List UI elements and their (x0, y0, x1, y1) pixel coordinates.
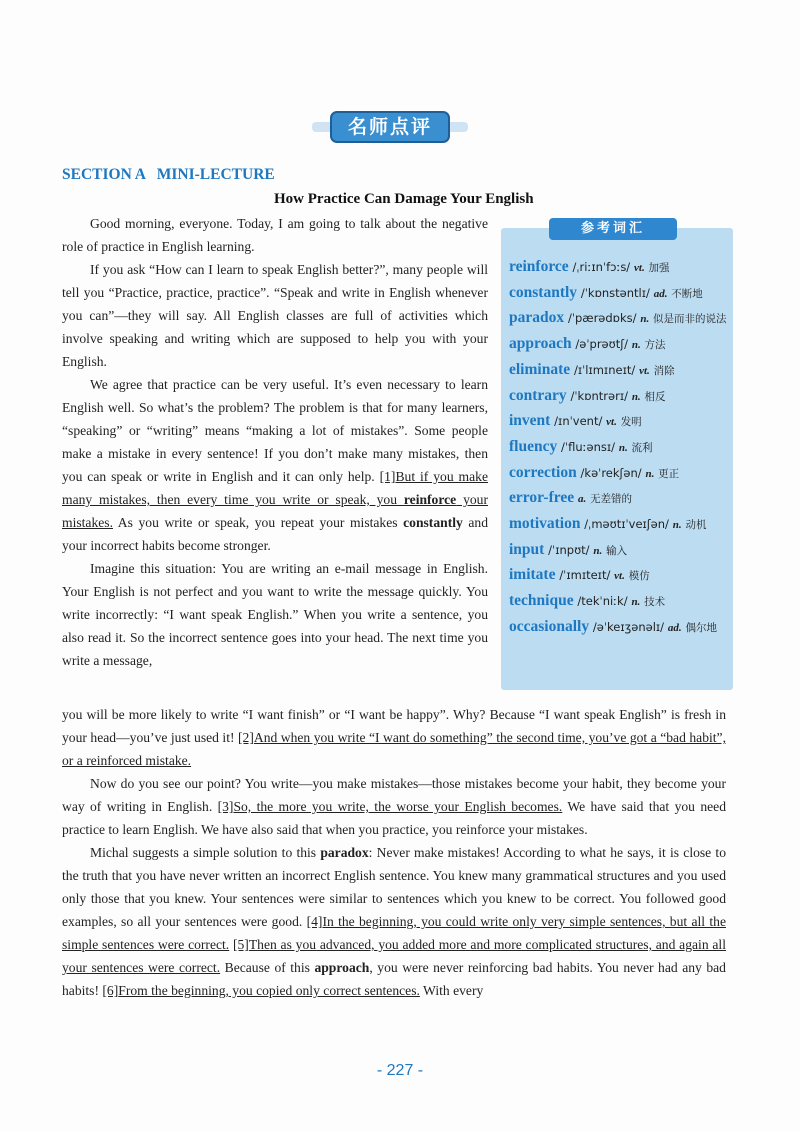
vocab-word: invent (509, 412, 551, 430)
vocab-pos: n. (631, 339, 641, 352)
paragraph-3 (62, 373, 488, 557)
vocab-word: motivation (509, 515, 581, 533)
vocab-zh: 偶尔地 (685, 621, 717, 634)
underlined-sentence-2: And when you write “I want do something” the second time, you’ve got a “bad habit”, or a reinforced mistake. (62, 730, 726, 768)
vocab-word: occasionally (509, 617, 590, 635)
vocab-pos: n. (593, 544, 603, 557)
vocab-pos: ad. (667, 621, 682, 634)
vocab-word: contrary (509, 386, 567, 404)
vocab-zh: 更正 (658, 467, 680, 480)
vocab-zh: 输入 (606, 544, 628, 557)
page-number: - 227 - (376, 1062, 424, 1079)
vocab-entry-technique (509, 589, 731, 615)
vocab-word: paradox (509, 309, 565, 327)
vocab-entry-occasionally (509, 615, 731, 641)
vocab-phon: /əˈprəʊtʃ/ (575, 337, 628, 352)
p5-text-b: We have said that you need practice to learn English. We have also said that when you practice, you reinforce your mistakes. (62, 799, 726, 837)
underlined-sentence-1c: your mistakes. (62, 492, 488, 530)
vocab-entry-input (509, 538, 731, 564)
note-marker-2: [2] (238, 730, 254, 745)
vocab-pos: n. (631, 596, 641, 609)
vocab-entry-paradox (509, 306, 731, 332)
vocab-word: error-free (509, 489, 575, 507)
vocab-zh: 似是而非的说法 (653, 313, 727, 326)
p6-text-d: , you were never reinforcing bad habits. You never had any bad habits! (62, 960, 726, 998)
underlined-sentence-4: In the beginning, you could write only very simple sentences, but all the simple sentences were correct. (62, 914, 726, 952)
vocab-entry-imitate (509, 563, 731, 589)
vocab-phon: /ˈfluːənsɪ/ (561, 439, 615, 454)
vocab-word: approach (509, 335, 572, 353)
vocab-pos: n. (640, 313, 650, 326)
vocab-pos: ad. (653, 287, 668, 300)
vocab-phon: /kəˈrekʃən/ (580, 465, 642, 480)
vocab-phon: /ɪˈlɪmɪneɪt/ (573, 362, 636, 377)
keyword-approach: approach (314, 960, 370, 975)
vocab-zh: 流利 (631, 441, 653, 454)
p5-text-a: Now do you see our point? You write—you make mistakes—those mistakes become your habit, they become your way of writing in English. (62, 776, 726, 814)
vocab-zh: 消除 (653, 364, 675, 377)
vocab-phon: /əˈkeɪʒənəlɪ/ (592, 619, 665, 634)
underlined-sentence-1a: But if you make many mistakes, then every time you write or speak, you (62, 469, 488, 507)
vocab-pos: n. (631, 390, 641, 403)
vocab-entry-approach (509, 332, 731, 358)
vocab-pos: n. (645, 467, 655, 480)
vocab-phon: /ˈkɒntrərɪ/ (570, 388, 628, 403)
p3-text-a: We agree that practice can be very useful. It’s even necessary to learn English well. So what’s the problem? The problem is that for many learners, “speaking” or “writing” means “making a lot of mistakes”. Some people make a mistake in every sentence! If you don’t make many mistakes, then you can speak or write in English and it can only help. (62, 377, 488, 484)
vocab-entry-eliminate (509, 358, 731, 384)
note-marker-4: [4] (306, 914, 323, 929)
lecture-title: How Practice Can Damage Your English (274, 191, 534, 207)
vocab-entry-correction (509, 461, 731, 487)
paragraph-6 (62, 841, 726, 1002)
vocab-entry-fluency (509, 435, 731, 461)
vocab-entry-error-free (509, 486, 731, 512)
p6-text-c: Because of this (220, 960, 315, 975)
p6-text-b: : Never make mistakes! According to what he says, it is close to the truth that you have never written an incorrect English sentence. You knew many grammatical structures and you used only those that you knew. Your sentences were similar to sentences which you knew to be correct. You followed good examples, so all your sentences were good. (62, 845, 726, 929)
keyword-reinforce: reinforce (403, 492, 457, 507)
vocab-word: input (509, 540, 545, 558)
vocab-zh: 加强 (648, 262, 670, 274)
vocab-zh: 发明 (620, 416, 642, 429)
keyword-paradox: paradox (320, 845, 369, 860)
underlined-sentence-5: Then as you advanced, you added more and more complicated structures, and again all your sentences were correct. (62, 937, 726, 975)
vocab-zh: 模仿 (628, 570, 650, 583)
vocab-phon: /ˌriːɪnˈfɔːs/ (572, 260, 631, 274)
teacher-review-banner (322, 111, 458, 143)
vocabulary-list (509, 255, 731, 641)
underlined-sentence-3: So, the more you write, the worse your English becomes. (233, 799, 563, 814)
paragraph-1: Good morning, everyone. Today, I am going to talk about the negative role of practice in English learning. (62, 216, 488, 254)
paragraph-2: If you ask “How can I learn to speak English better?”, many people will tell you “Practice, practice, practice”. “Speak and write in English whenever you can”—they will say. All English classes are full of activities which involve speaking and writing which are supposed to help you with your English. (62, 262, 488, 369)
note-marker-1: [1] (379, 469, 396, 484)
vocab-word: eliminate (509, 360, 571, 378)
paragraph-4a: Imagine this situation: You are writing an e-mail message in English. Your English is not perfect and you want to write the message quickly. You write incorrectly: “I want speak English.” When you write a sentence, you also read it. So the incorrect sentence goes into your head. The next time you write a message, (62, 561, 488, 668)
vocab-word: fluency (509, 437, 558, 455)
vocab-zh: 不断地 (671, 287, 703, 300)
vocab-entry-invent (509, 409, 731, 435)
vocab-phon: /ˈpærədɒks/ (567, 311, 637, 326)
underlined-sentence-6: From the beginning, you copied only correct sentences. (118, 983, 420, 998)
keyword-constantly: constantly (403, 515, 463, 530)
p6-text-a: Michal suggests a simple solution to this (90, 845, 321, 860)
vocab-zh: 动机 (685, 519, 707, 532)
note-marker-5: [5] (232, 937, 249, 952)
p3-text-d: and your incorrect habits become stronger. (62, 515, 488, 553)
vocab-phon: /ɪnˈvent/ (554, 414, 603, 429)
note-marker-6: [6] (102, 983, 119, 998)
full-column (62, 703, 726, 1002)
vocab-phon: /ˈkɒnstəntlɪ/ (580, 285, 650, 300)
vocab-pos: vt. (639, 364, 650, 377)
vocab-word: reinforce (509, 258, 569, 275)
vocab-phon: /tekˈniːk/ (577, 594, 628, 609)
vocab-entry-contrary (509, 384, 731, 410)
vocab-pos: vt. (614, 570, 625, 583)
vocab-phon: /ˈɪnpʊt/ (548, 542, 590, 557)
banner-label: 名师点评 (330, 111, 450, 143)
vocab-entry-constantly (509, 281, 731, 307)
vocab-zh: 无差错的 (590, 493, 633, 506)
p6-text-e: With every (419, 983, 484, 998)
vocab-word: correction (509, 463, 577, 481)
narrow-column (62, 212, 488, 672)
vocab-phon: /ˈɪmɪteɪt/ (559, 568, 611, 583)
vocab-pos: vt. (634, 262, 645, 274)
vocab-pos: a. (577, 493, 587, 506)
paragraph-5 (62, 772, 726, 841)
vocabulary-heading: 参考词汇 (549, 218, 677, 240)
vocab-phon: /ˌməʊtɪˈveɪʃən/ (584, 517, 669, 532)
vocab-entry-motivation (509, 512, 731, 538)
vocab-word: imitate (509, 566, 556, 584)
vocab-zh: 相反 (644, 390, 666, 403)
vocab-zh: 方法 (644, 339, 666, 352)
section-heading: SECTION A MINI-LECTURE (62, 166, 275, 183)
vocab-pos: n. (618, 441, 628, 454)
vocab-pos: n. (672, 519, 682, 532)
paragraph-4b (62, 703, 726, 772)
vocab-entry-reinforce (509, 255, 731, 281)
vocab-word: technique (509, 592, 574, 610)
p3-text-b: As you write or speak, you repeat your mistakes (112, 515, 404, 530)
vocab-pos: vt. (606, 416, 617, 429)
vocab-word: constantly (509, 283, 578, 301)
note-marker-3: [3] (217, 799, 234, 814)
vocab-zh: 技术 (644, 596, 666, 609)
p4b-text: you will be more likely to write “I want finish” or “I want be happy”. Why? Because “I want speak English” is fresh in your head—you’ve just used it! (62, 707, 726, 745)
